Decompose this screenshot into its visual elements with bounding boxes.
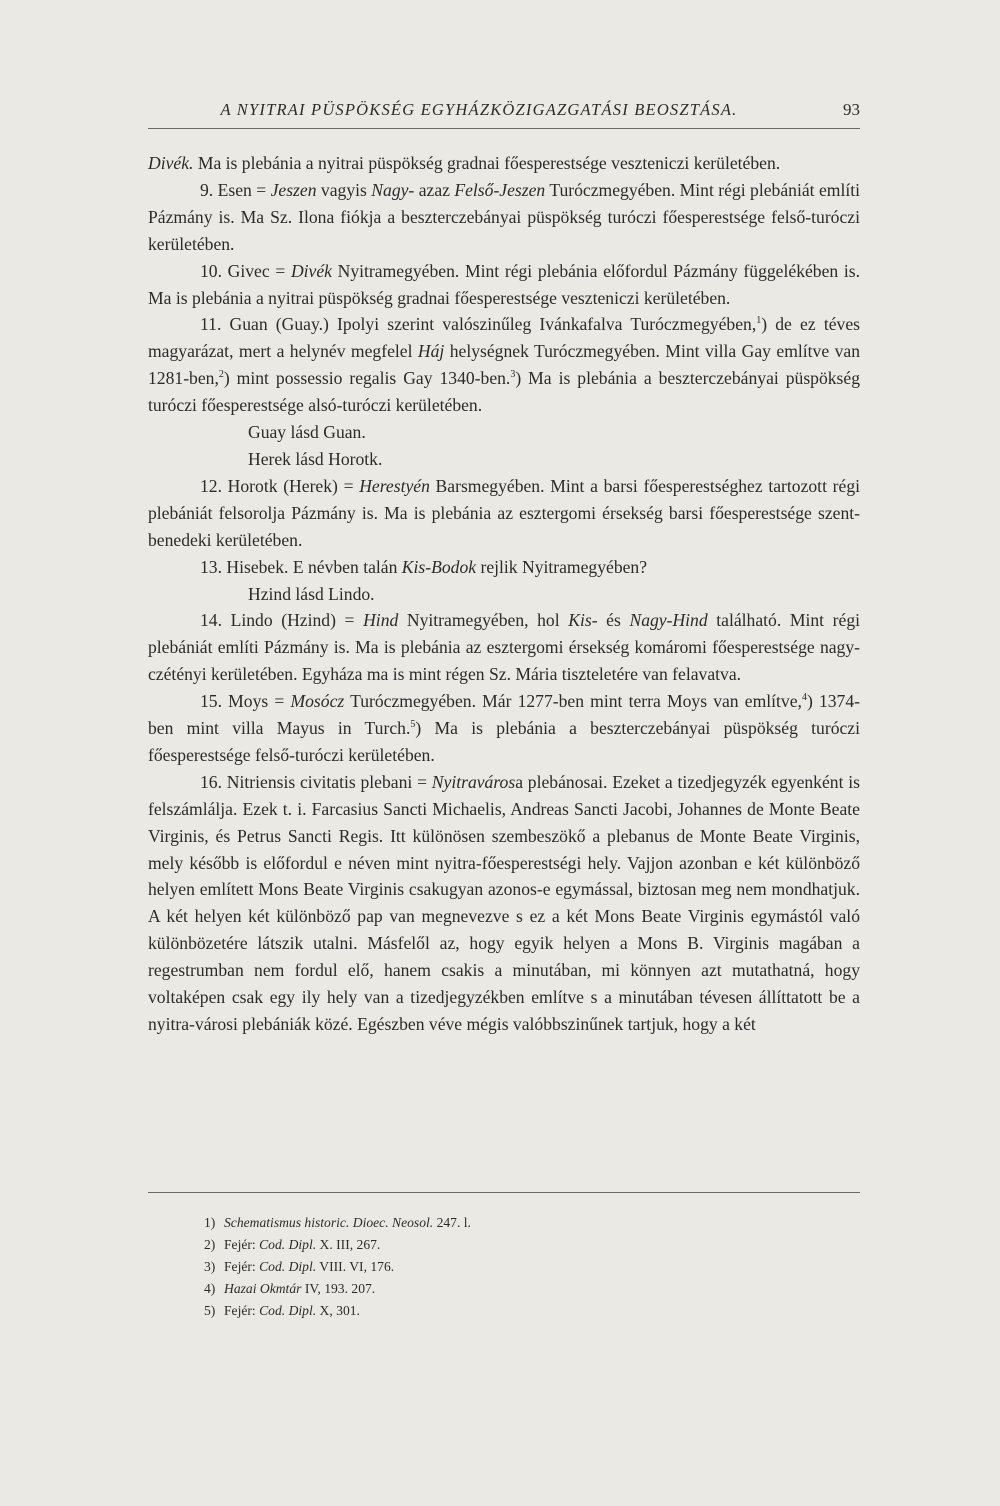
entry-16-nitriensis: 16. Nitriensis civitatis plebani = Nyitravárosa plebánosai. Ezeket a tizedjegyzék egyenként is felszámlálja. Ezek t. i. Farcasius Sancti Michaelis, Andreas Sancti Jacobi, Johannes de Monte Beate Virginis, és Petrus Sancti Regis. Itt különösen szembeszökő a plebanus de Monte Beate Virginis, mely később is előfordul e néven mint nyitra-főesperestségi hely. Vajjon azonban e két különböző helyen említett Mons Beate Virginis csakugyan azonos-e egymással, biztosan meg nem mondhatjuk. A két helyen két különböző pap van megnevezve s ez a két Mons Beate Virginis egymástól való különbözetére látszik utalni. Másfelől az, hogy egyik helyen a Mons B. Virginis magában a regestrumban nem fordul elő, hanem csakis a minutában, mi könnyen azt mutathatná, hogy voltaképen csak egy ily hely van a tizedjegyzékben említve s a minutában tévesen állíttatott be a nyitra-városi plebániák közé. Egészben véve mégis valóbbszinűnek tartjuk, hogy a két (148, 771, 860, 1034)
footnote: 1) Schematismus historic. Dioec. Neosol. 247. l. (204, 1215, 471, 1230)
footnote-rule (148, 1192, 860, 1193)
running-title: A NYITRAI PÜSPÖKSÉG EGYHÁZKÖZIGAZGATÁSI BEOSZTÁSA. (220, 100, 738, 119)
footnote: 5) Fejér: Cod. Dipl. X, 301. (204, 1303, 360, 1318)
cross-ref-hzind: Hzind lásd Lindo. (248, 583, 375, 604)
footnote-ref-4: 4 (801, 692, 807, 704)
footnote: 3) Fejér: Cod. Dipl. VIII. VI, 176. (204, 1259, 395, 1274)
entry-13-hisebek: 13. Hisebek. E névben talán Kis-Bodok rejlik Nyitramegyében? (200, 556, 648, 577)
footnote: 4) Hazai Okmtár IV, 193. 207. (204, 1281, 376, 1296)
entry-10-givec: 10. Givec = Divék Nyitramegyében. Mint régi plebánia előfordul Pázmány függelékében is. Ma is plebánia a nyitrai püspökség gradnai főesperestsége veszteniczi kerületében. (148, 260, 861, 308)
footnotes (204, 1212, 471, 1322)
entry-12-horotk: 12. Horotk (Herek) = Herestyén Barsmegyében. Mint a barsi főesperestséghez tartozott régi plebániát felsorolja Pázmány is. Ma is plebánia az esztergomi érsekség barsi főesperestsége szent-benedeki kerületében. (148, 475, 860, 550)
footnote-ref-5: 5 (410, 719, 416, 731)
cross-ref-herek: Herek lásd Horotk. (248, 448, 383, 469)
entry-9-esen: 9. Esen = Jeszen vagyis Nagy- azaz Felső-Jeszen Turóczmegyében. Mint régi plebániát említi Pázmány is. Ma Sz. Ilona fiókja a beszterczebányai püspökség turóczi főesperestsége felső-turóczi kerületében. (148, 179, 861, 254)
header-rule (148, 128, 860, 129)
footnote-ref-1: 1 (756, 315, 762, 327)
entry-15-moys: 15. Moys = Mosócz Turóczmegyében. Már 1277-ben mint terra Moys van említve,$^4$) 1374-ben mint villa Mayus in Turch.$^5$) Ma is plebánia a beszterczebányai püspökség turóczi főesperestsége felső-turóczi kerületében. (148, 691, 860, 765)
body-text (148, 150, 860, 1038)
page-number: 93 (843, 100, 860, 119)
entry-11-guan: 11. Guan (Guay.) Ipolyi szerint valószinűleg Ivánkafalva Turóczmegyében,$^1$) de ez téves magyarázat, mert a helynév megfelel Háj helységnek Turóczmegyében. Mint villa Gay említve van 1281-ben,$^2$) mint possessio regalis Gay 1340-ben.$^3$) Ma is plebánia a beszterczebányai püspökség turóczi főesperestsége alsó-turóczi kerületében. (148, 314, 861, 416)
footnote-ref-2: 2 (218, 369, 224, 381)
entry-14-lindo: 14. Lindo (Hzind) = Hind Nyitramegyében, hol Kis- és Nagy-Hind található. Mint régi plebániát említi Pázmány is. Ma is plebánia az esztergomi érsekség komáromi főesperestsége nagy-czétényi kerületében. Egyháza ma is mint régen Sz. Mária tiszteletére van felavatva. (148, 610, 861, 685)
cross-ref-guay: Guay lásd Guan. (248, 422, 366, 443)
footnote: 2) Fejér: Cod. Dipl. X. III, 267. (204, 1237, 381, 1252)
running-head (148, 100, 860, 128)
paragraph-divek: Divék. Ma is plebánia a nyitrai püspökség gradnai főesperestsége veszteniczi kerületében. (148, 153, 781, 173)
footnote-ref-3: 3 (510, 369, 516, 381)
